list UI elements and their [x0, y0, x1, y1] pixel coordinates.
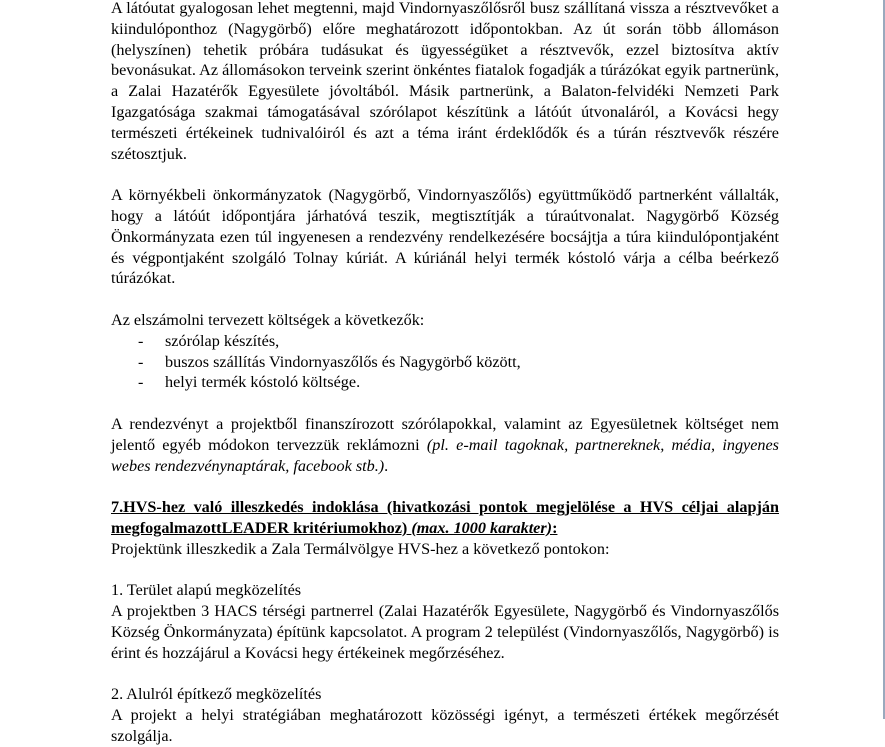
point-title: 2. Alulról építkező megközelítés [111, 685, 322, 704]
paragraph-spacer [111, 393, 779, 414]
section-intro: Projektünk illeszkedik a Zala Termálvölgye HVS-hez a következő pontokon: [111, 539, 610, 558]
document-body [111, 0, 779, 747]
point-text: A projekt a helyi stratégiában meghatározott közösségi igényt, a természeti értékek megőrzését szolgálja. [111, 706, 779, 745]
point-text: A projektben 3 HACS térségi partnerrel (Zalai Hazatérők Egyesülete, Nagygörbő és Vindornyaszőlős Község Önkormányzata) építünk kapcsolatot. A program 2 települést (Vindornyaszőlős, Nagygörbő) is érint és hozzájárul a Kovácsi hegy értékeinek megőrzéséhez. [111, 602, 779, 662]
cost-item-text: helyi termék kóstoló költsége. [165, 373, 361, 392]
cost-list [111, 331, 779, 393]
cost-list-item [111, 352, 779, 373]
bullet-dash: - [138, 373, 144, 392]
cost-item-text: szórólap készítés, [165, 331, 280, 350]
paragraph-spacer [111, 289, 779, 310]
section-heading-limit: (max. 1000 karakter) [411, 518, 553, 537]
section-heading [111, 497, 779, 539]
cost-item-text: buszos szállítás Vindornyaszőlős és Nagygörbő között, [165, 352, 521, 371]
section-heading-text: 7.HVS-hez való illeszkedés indoklása (hivatkozási pontok megjelölése a HVS céljai alapján megfogalmazottLEADER kritériumokhoz) [111, 498, 779, 537]
promotion-examples: (pl. e-mail tagoknak, partnereknek, média, ingyenes webes rendezvénynaptárak, facebook stb.) [111, 435, 779, 475]
section-heading-end: : [552, 518, 558, 537]
costs-intro: Az elszámolni tervezett költségek a következők: [111, 310, 425, 329]
paragraph-spacer [111, 164, 779, 185]
bullet-dash: - [138, 331, 144, 350]
paragraph-municipal-partners: A környékbeli önkormányzatok (Nagygörbő, Vindornyaszőlős) együttműködő partnerként vállalták, hogy a látóút időpontjára járhatóvá teszik, megtisztítják a túraútvonalat. Nagygörbő Község Önkormányzata ezen túl ingyenesen a rendezvény rendelkezésére bocsájtja a túra kiindulópontjaként és végpontjaként szolgáló Tolnay kúriát. A kúriánál helyi termék kóstoló várja a célba beérkező túrázókat. [111, 186, 779, 288]
paragraph-tour-description: A látóutat gyalogosan lehet megtenni, majd Vindornyaszőlősről busz szállítaná vissza a résztvevőket a kiindulóponthoz (Nagygörbő) előre meghatározott időpontokban. Az út során több állomáson (helyszínen) tehetik próbára tudásukat és ügyességüket a résztvevők, ezzel biztosítva aktív bevonásukat. Az állomásokon terveink szerint önkéntes fiatalok fogadják a túrázókat egyik partnerünk, a Zalai Hazatérők Egyesülete jóvoltából. Másik partnerünk, a Balaton-felvidéki Nemzeti Park Igazgatósága szakmai támogatásával szórólapot készítünk a látóút útvonaláról, a Kovácsi hegy természeti értékeinek tudnivalóiról és azt a téma iránt érdeklődők és a túrán résztvevők részére szétosztjuk. [111, 0, 779, 163]
cost-list-item [111, 331, 779, 352]
paragraph-promotion [111, 414, 779, 476]
paragraph-spacer [111, 560, 779, 581]
bullet-dash: - [138, 352, 144, 371]
cost-list-item [111, 372, 779, 393]
paragraph-spacer [111, 476, 779, 497]
point-title: 1. Terület alapú megközelítés [111, 581, 302, 600]
paragraph-spacer [111, 664, 779, 685]
promotion-text: A rendezvényt a projektből finanszírozott szórólapokkal, valamint az Egyesületnek költséget nem jelentő egyéb módokon tervezzük reklámozni [111, 414, 779, 454]
promotion-end: . [384, 456, 389, 475]
